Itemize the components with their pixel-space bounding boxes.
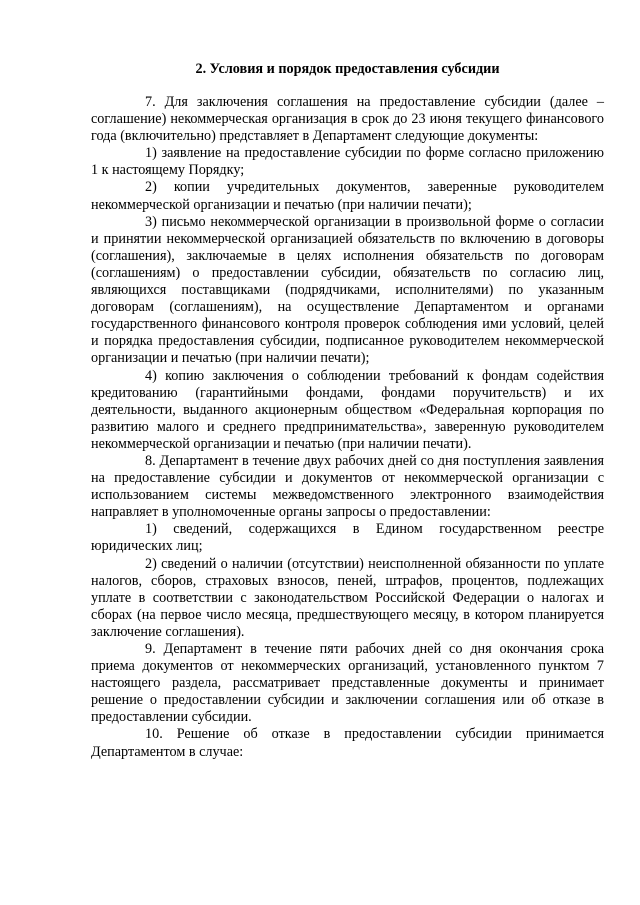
paragraph-8-item-2: 2) сведений о наличии (отсутствии) неисполненной обязанности по уплате налогов, сборов, страховых взносов, пеней, штрафов, процентов, подлежащих уплате в соответствии с законодательством Российской Федерации о налогах и сборах (на первое число месяца, предшествующего месяцу, в котором планируется заключение соглашения). (91, 555, 604, 640)
paragraph-7-item-3: 3) письмо некоммерческой организации в произвольной форме о согласии и принятии некоммерческой организацией обязательств по включению в договоры (соглашения), заключаемые в целях исполнения обязательств по договорам (соглашениям) о предоставлении субсидии, обязательств по согласию лиц, являющихся поставщиками (подрядчиками, исполнителями) по указанным договорам (соглашениям), на осуществление Департаментом и органами государственного финансового контроля проверок соблюдения ими условий, целей и порядка предоставления субсидии, подписанное руководителем некоммерческой организации и печатью (при наличии печати); (91, 213, 604, 367)
paragraph-7-item-2: 2) копии учредительных документов, заверенные руководителем некоммерческой организации и печатью (при наличии печати); (91, 179, 604, 213)
paragraph-9: 9. Департамент в течение пяти рабочих дней со дня окончания срока приема документов от некоммерческих организаций, установленного пунктом 7 настоящего раздела, рассматривает представленные документы и принимает решение о предоставлении субсидии и заключении соглашения или об отказе в предоставлении субсидии. (91, 641, 604, 726)
paragraph-7: 7. Для заключения соглашения на предоставление субсидии (далее – соглашение) некоммерческая организация в срок до 23 июня текущего финансового года (включительно) представляет в Департамент следующие документы: (91, 94, 604, 145)
paragraph-7-item-4: 4) копию заключения о соблюдении требований к фондам содействия кредитованию (гарантийными фондами, фондами поручительств) и их деятельности, выданного акционерным обществом «Федеральная корпорация по развитию малого и среднего предпринимательства», заверенную руководителем некоммерческой организации и печатью (при наличии печати). (91, 367, 604, 452)
paragraph-10: 10. Решение об отказе в предоставлении субсидии принимается Департаментом в случае: (91, 726, 604, 760)
paragraph-8: 8. Департамент в течение двух рабочих дней со дня поступления заявления на предоставление субсидии и документов от некоммерческой организации с использованием системы межведомственного электронного взаимодействия направляет в уполномоченные органы запросы о предоставлении: (91, 452, 604, 521)
paragraph-8-item-1: 1) сведений, содержащихся в Едином государственном реестре юридических лиц; (91, 521, 604, 555)
section-heading: 2. Условия и порядок предоставления субсидии (195, 61, 500, 77)
paragraph-7-item-1: 1) заявление на предоставление субсидии по форме согласно приложению 1 к настоящему Порядку; (91, 145, 604, 179)
